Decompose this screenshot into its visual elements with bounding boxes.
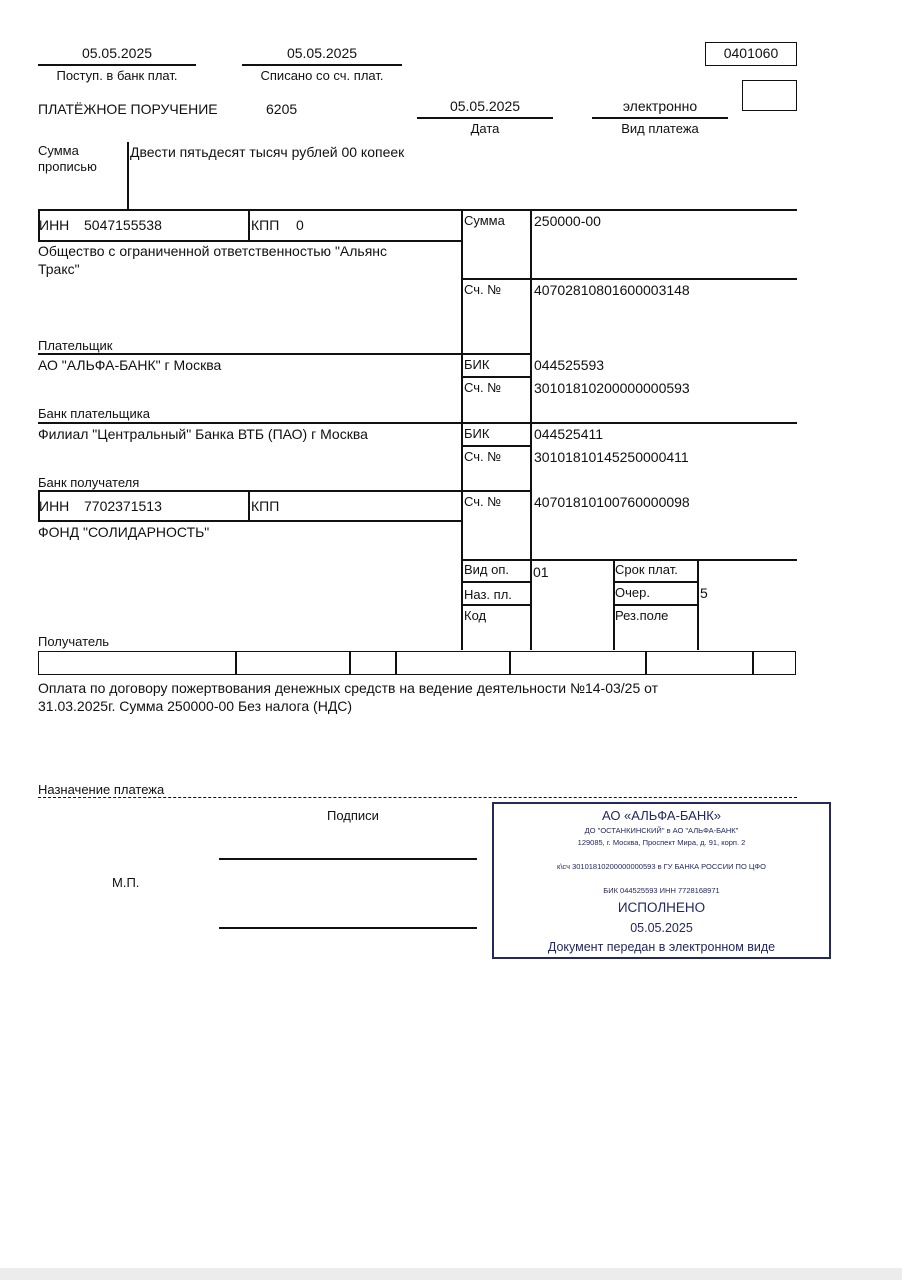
grid-line	[613, 604, 697, 606]
payer-account: 40702810801600003148	[534, 282, 690, 298]
order-date-label: Дата	[470, 121, 500, 136]
grid-line	[461, 209, 463, 650]
amount-words-value: Двести пятьдесят тысяч рублей 00 копеек	[130, 144, 405, 160]
amount-words-divider	[127, 142, 129, 210]
stamp-date: 05.05.2025	[630, 921, 693, 935]
payee-label: Получатель	[38, 634, 110, 649]
payer-label: Плательщик	[38, 338, 113, 353]
op-type: 01	[533, 564, 549, 580]
debited-date: 05.05.2025	[286, 45, 358, 61]
payee-name: ФОНД "СОЛИДАРНОСТЬ"	[38, 524, 210, 540]
received-date: 05.05.2025	[81, 45, 153, 61]
tax-field-divider	[509, 651, 511, 675]
grid-line	[461, 278, 797, 280]
grid-line	[38, 240, 461, 242]
payee-account: 40701810100760000098	[534, 494, 690, 510]
payer-bank-account: 30101810200000000593	[534, 380, 690, 396]
priority: 5	[700, 585, 708, 601]
stamp-status: ИСПОЛНЕНО	[617, 900, 706, 915]
payer-bank-bik-label: БИК	[464, 357, 490, 372]
payee-bank-name: Филиал "Центральный" Банка ВТБ (ПАО) г Москва	[38, 426, 368, 442]
grid-line	[530, 209, 532, 650]
stamp-note: Документ передан в электронном виде	[547, 940, 776, 954]
tax-field-divider	[235, 651, 237, 675]
purpose-line-2: 31.03.2025г. Сумма 250000-00 Без налога (НДС)	[38, 698, 353, 714]
signature-line-2	[219, 927, 477, 929]
payee-kpp-label: КПП	[251, 498, 280, 514]
payer-kpp: 0	[296, 217, 304, 233]
payment-type: электронно	[622, 98, 698, 114]
code-label: Код	[464, 608, 487, 623]
due-label: Срок плат.	[615, 562, 678, 577]
received-label: Поступ. в банк плат.	[56, 68, 178, 83]
payee-bank-label: Банк получателя	[38, 475, 140, 490]
grid-line	[38, 353, 530, 355]
grid-line	[461, 581, 530, 583]
payer-inn-label: ИНН	[39, 217, 70, 233]
tax-field-divider	[645, 651, 647, 675]
grid-line	[461, 445, 530, 447]
order-date: 05.05.2025	[449, 98, 521, 114]
grid-line	[38, 422, 797, 424]
debited-date-line	[242, 64, 402, 66]
payee-bank-account: 30101810145250000411	[534, 449, 689, 465]
grid-line	[461, 376, 530, 378]
stamp-address: 129085, г. Москва, Проспект Мира, д. 91, корп. 2	[577, 838, 746, 847]
payer-kpp-label: КПП	[251, 217, 280, 233]
grid-line	[697, 559, 699, 650]
payee-bank-bik-label: БИК	[464, 426, 490, 441]
stamp-branch: ДО "ОСТАНКИНСКИЙ" в АО "АЛЬФА-БАНК"	[584, 826, 739, 835]
reserve-label: Рез.поле	[615, 608, 669, 623]
payer-bank-label: Банк плательщика	[38, 406, 150, 421]
tax-fields-row	[38, 651, 796, 675]
grid-line	[38, 490, 530, 492]
purpose-line-1: Оплата по договору пожертвования денежных средств на ведение деятельности №14-03/25 от	[38, 680, 659, 696]
payer-inn: 5047155538	[84, 217, 162, 233]
order-number: 6205	[266, 101, 298, 117]
grid-line	[461, 604, 530, 606]
grid-line	[248, 490, 250, 521]
purpose-code-label: Наз. пл.	[464, 587, 512, 602]
form-code-box: 0401060	[705, 42, 797, 66]
payer-name-line-1: Общество с ограниченной ответственностью "Альянс	[38, 243, 388, 259]
signatures-label: Подписи	[327, 808, 379, 823]
payer-bank-bik: 044525593	[534, 357, 605, 373]
tax-field-divider	[349, 651, 351, 675]
bank-stamp	[492, 802, 831, 959]
grid-line	[613, 581, 697, 583]
stamp-corr-account: к\сч 30101810200000000593 в ГУ БАНКА РОССИИ ПО ЦФО	[557, 862, 766, 871]
payer-bank-name: АО "АЛЬФА-БАНК" г Москва	[38, 357, 222, 373]
order-date-line	[417, 117, 553, 119]
payer-name-line-2: Тракс"	[38, 261, 80, 277]
payee-bank-bik: 044525411	[534, 426, 604, 442]
signature-line-1	[219, 858, 477, 860]
page-edge-shadow	[0, 1268, 902, 1280]
payee-inn-label: ИНН	[39, 498, 70, 514]
status-box	[742, 80, 797, 111]
stamp-bik-inn: БИК 044525593 ИНН 7728168971	[603, 886, 720, 895]
payer-sum-label: Сумма	[464, 213, 505, 228]
amount-words-label-1: Сумма	[38, 143, 79, 158]
payer-sum: 250000-00	[534, 213, 601, 229]
seal-label: М.П.	[112, 875, 140, 890]
priority-label: Очер.	[615, 585, 650, 600]
grid-line	[38, 520, 461, 522]
tax-field-divider	[752, 651, 754, 675]
payee-account-label: Сч. №	[464, 494, 502, 509]
payment-type-line	[592, 117, 728, 119]
document-title: ПЛАТЁЖНОЕ ПОРУЧЕНИЕ	[38, 101, 218, 117]
tax-field-divider	[395, 651, 397, 675]
payer-bank-account-label: Сч. №	[464, 380, 502, 395]
grid-line	[461, 559, 797, 561]
debited-label: Списано со сч. плат.	[260, 68, 384, 83]
purpose-label: Назначение платежа	[38, 782, 165, 797]
payment-type-label: Вид платежа	[621, 121, 699, 136]
op-type-label: Вид оп.	[464, 562, 510, 577]
payer-account-label: Сч. №	[464, 282, 502, 297]
received-date-line	[38, 64, 196, 66]
payee-inn: 7702371513	[84, 498, 162, 514]
grid-line	[248, 209, 250, 241]
grid-line	[38, 209, 797, 211]
purpose-dashed-line	[38, 797, 797, 798]
stamp-bank-name: АО «АЛЬФА-БАНК»	[601, 808, 722, 823]
amount-words-label-2: прописью	[38, 159, 97, 174]
payee-bank-account-label: Сч. №	[464, 449, 502, 464]
